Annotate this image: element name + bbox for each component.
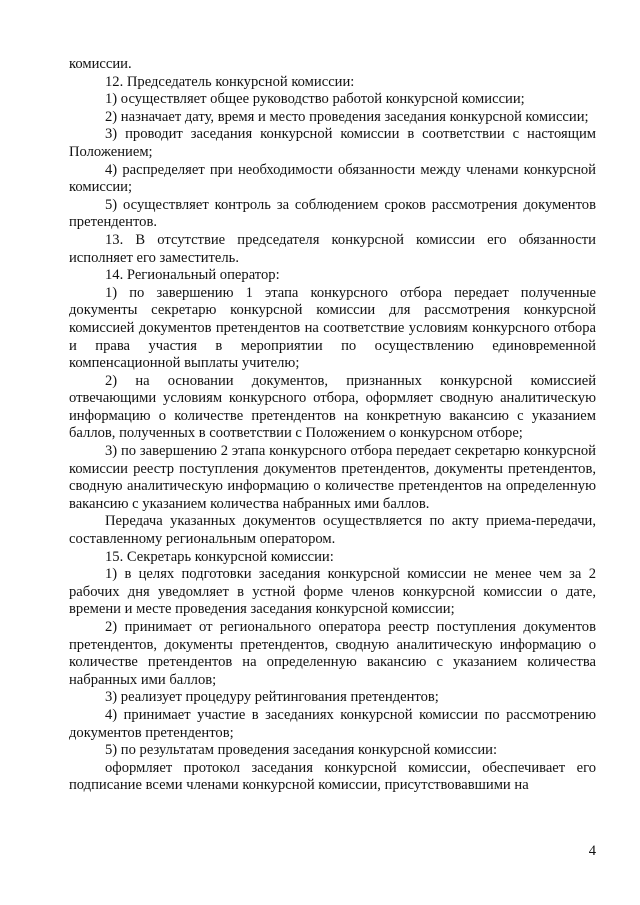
section-15-item-4: 4) принимает участие в заседаниях конкурсной комиссии по рассмотрению документов претендентов; (69, 706, 596, 741)
section-13: 13. В отсутствие председателя конкурсной комиссии его обязанности исполняет его заместитель. (69, 231, 596, 266)
section-15-item-2: 2) принимает от регионального оператора реестр поступления документов претендентов, документы претендентов, сводную аналитическую информацию о количестве претендентов на определенную вакансию с указанием количества набранных ими баллов; (69, 619, 596, 688)
section-14-heading: 14. Региональный оператор: (105, 267, 280, 284)
section-15-item-5-detail: оформляет протокол заседания конкурсной комиссии, обеспечивает его подписание всеми членами конкурсной комиссии, присутствовавшими на (69, 759, 596, 794)
section-12-item-4: 4) распределяет при необходимости обязанности между членами конкурсной комиссии; (69, 161, 596, 196)
page-number: 4 (588, 843, 596, 859)
document-body (69, 56, 596, 795)
section-12-item-3: 3) проводит заседания конкурсной комиссии в соответствии с настоящим Положением; (69, 126, 596, 160)
section-15-item-3: 3) реализует процедуру рейтингования претендентов; (105, 689, 439, 706)
section-12-item-2: 2) назначает дату, время и место проведения заседания конкурсной комиссии; (105, 108, 589, 125)
paragraph-continuation: комиссии. (69, 56, 132, 72)
section-14-item-1: 1) по завершению 1 этапа конкурсного отбора передает полученные документы секретарю конкурсной комиссии для рассмотрения конкурсной комиссией документов претендентов на соответствие условиям конкурсного отбора и права участия в мероприятии по осуществлению единовременной компенсационной выплаты учителю; (69, 284, 596, 372)
section-15-heading: 15. Секретарь конкурсной комиссии: (105, 548, 334, 565)
section-12-item-5: 5) осуществляет контроль за соблюдением сроков рассмотрения документов претендентов. (69, 196, 596, 231)
section-12-heading: 12. Председатель конкурсной комиссии: (105, 73, 355, 90)
section-12-item-1: 1) осуществляет общее руководство работой конкурсной комиссии; (105, 91, 525, 108)
section-15-item-5: 5) по результатам проведения заседания конкурсной комиссии: (105, 742, 498, 759)
section-15-item-1: 1) в целях подготовки заседания конкурсной комиссии не менее чем за 2 рабочих дня уведомляет в устной форме членов конкурсной комиссии о дате, времени и месте проведения заседания конкурсной комиссии; (69, 566, 596, 618)
section-14-item-3: 3) по завершению 2 этапа конкурсного отбора передает секретарю конкурсной комиссии реестр поступления документов претендентов, документы претендентов, сводную аналитическую информацию о количестве претендентов на определенную вакансию с указанием количества набранных ими баллов. (69, 443, 596, 512)
section-14-transfer-note: Передача указанных документов осуществляется по акту приема-передачи, составленному региональным оператором. (69, 513, 596, 548)
section-14-item-2: 2) на основании документов, признанных конкурсной комиссией отвечающими условиям конкурсного отбора, оформляет сводную аналитическую информацию о количестве претендентов на конкретную вакансию с указанием баллов, полученных в соответствии с Положением о конкурсном отборе; (69, 372, 596, 442)
